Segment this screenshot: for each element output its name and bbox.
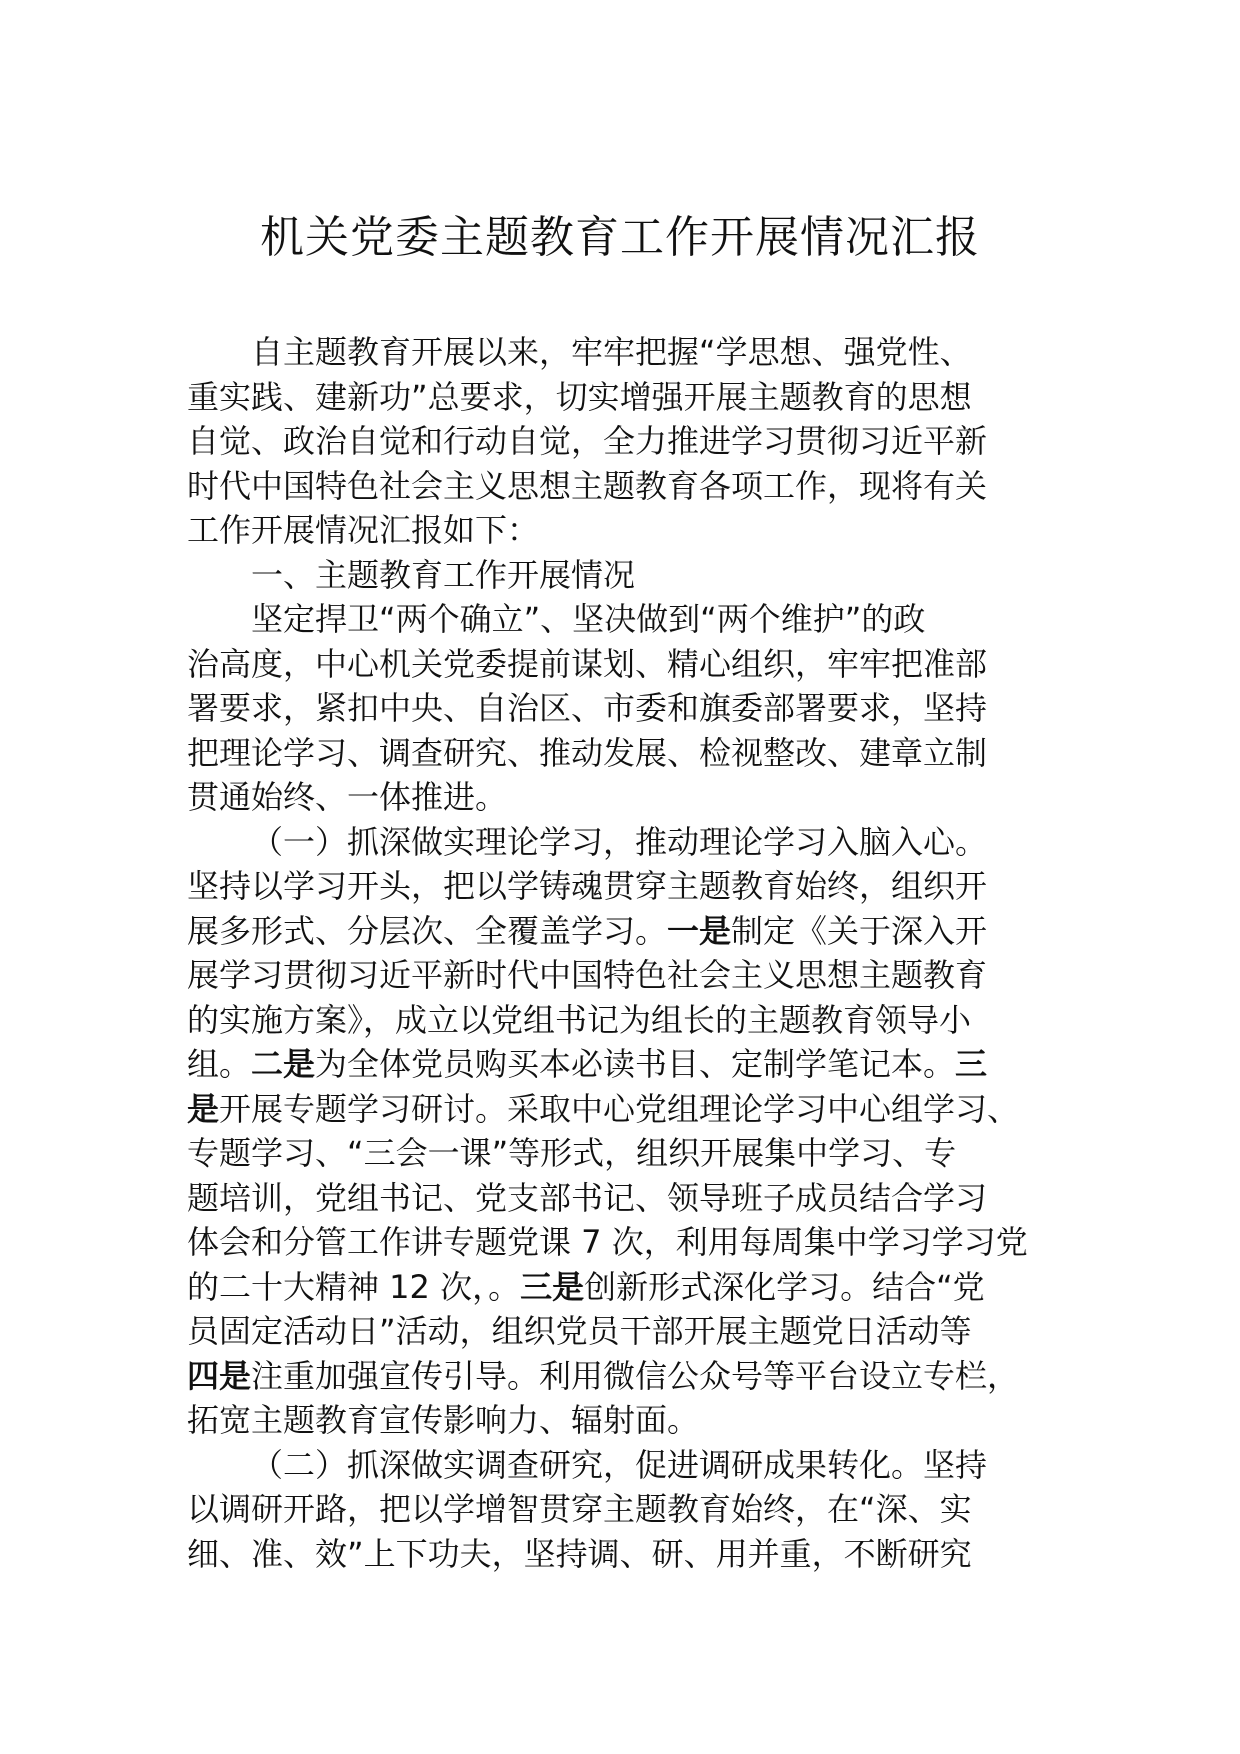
text-segment: 的二十大精神 12 次，。 xyxy=(187,1267,521,1306)
text-line xyxy=(187,375,1087,420)
text-segment: 体会和分管工作讲专题党课 7 次，利用每周集中学习学习党 xyxy=(187,1223,1028,1261)
text-segment: 拓宽主题教育宣传影响力、辐射面。 xyxy=(187,1401,700,1439)
text-line xyxy=(187,1443,1087,1488)
text-line xyxy=(187,1087,1087,1132)
text-line xyxy=(187,1532,1087,1577)
text-segment: 自觉、政治自觉和行动自觉，全力推进学习贯彻习近平新 xyxy=(187,422,988,460)
text-line xyxy=(187,1131,1087,1176)
text-line xyxy=(187,820,1087,865)
text-line xyxy=(187,1176,1087,1221)
text-line xyxy=(187,775,1087,820)
document-title: 机关党委主题教育工作开展情况汇报 xyxy=(260,212,980,263)
text-segment: （一）抓深做实理论学习，推动理论学习入脑入心。 xyxy=(251,822,988,861)
text-segment: 制定《关于深入开 xyxy=(731,911,988,950)
text-segment: 贯通始终、一体推进。 xyxy=(187,778,508,816)
text-segment: 为全体党员购买本必读书目、定制学笔记本。 xyxy=(315,1045,956,1083)
bold-text-segment: 是 xyxy=(187,1089,220,1128)
text-line xyxy=(187,909,1087,954)
bold-text-segment: 二是 xyxy=(251,1045,316,1083)
text-segment: 题培训，党组书记、党支部书记、领导班子成员结合学习 xyxy=(187,1178,988,1217)
text-segment: 以调研开路，把以学增智贯穿主题教育始终，在“深、实 xyxy=(187,1490,972,1528)
text-segment: 专题学习、“三会一课”等形式，组织开展集中学习、专 xyxy=(187,1134,957,1172)
text-line xyxy=(187,1265,1087,1310)
text-segment: 自主题教育开展以来，牢牢把握“学思想、强党性、 xyxy=(251,333,972,371)
text-line xyxy=(187,1398,1087,1443)
text-segment: 治高度，中心机关党委提前谋划、精心组织，牢牢把准部 xyxy=(187,644,988,683)
text-line xyxy=(187,731,1087,776)
text-segment: 开展专题学习研讨。采取中心党组理论学习中心组学习、 xyxy=(219,1089,1020,1128)
text-line xyxy=(187,508,1087,553)
text-line xyxy=(187,686,1087,731)
text-line xyxy=(187,1309,1087,1354)
text-line xyxy=(187,419,1087,464)
text-line xyxy=(187,1042,1087,1087)
text-segment: 工作开展情况汇报如下： xyxy=(187,511,540,549)
text-segment: 的实施方案》，成立以党组书记为组长的主题教育领导小 xyxy=(187,1000,972,1039)
text-line xyxy=(187,953,1087,998)
text-segment: 署要求，紧扣中央、自治区、市委和旗委部署要求，坚持 xyxy=(187,689,988,727)
text-segment: 坚定捍卫“两个确立”、坚决做到“两个维护”的政 xyxy=(251,600,926,638)
text-line xyxy=(187,1220,1087,1265)
text-segment: 员固定活动日”活动，组织党员干部开展主题党日活动等 xyxy=(187,1312,972,1350)
text-segment: 创新形式深化学习。结合“党 xyxy=(584,1267,985,1306)
bold-text-segment: 三是 xyxy=(520,1267,585,1306)
text-segment: 一、主题教育工作开展情况 xyxy=(251,555,636,594)
text-segment: 注重加强宣传引导。利用微信公众号等平台设立专栏， xyxy=(251,1356,1020,1395)
text-line xyxy=(187,642,1087,687)
text-line xyxy=(187,464,1087,509)
text-segment: 组。 xyxy=(187,1045,252,1083)
bold-text-segment: 一是 xyxy=(667,911,732,950)
text-line xyxy=(187,1354,1087,1399)
text-segment: 展学习贯彻习近平新时代中国特色社会主义思想主题教育 xyxy=(187,956,988,994)
document-body xyxy=(187,330,1087,1576)
bold-text-segment: 四是 xyxy=(187,1356,252,1395)
bold-text-segment: 三 xyxy=(955,1045,988,1083)
text-segment: 细、准、效”上下功夫，坚持调、研、用并重，不断研究 xyxy=(187,1534,972,1573)
text-segment: 重实践、建新功”总要求，切实增强开展主题教育的思想 xyxy=(187,377,972,416)
text-line xyxy=(187,553,1087,598)
text-line xyxy=(187,597,1087,642)
text-segment: 把理论学习、调查研究、推动发展、检视整改、建章立制 xyxy=(187,733,988,772)
text-segment: 坚持以学习开头，把以学铸魂贯穿主题教育始终，组织开 xyxy=(187,867,988,905)
text-segment: 时代中国特色社会主义思想主题教育各项工作，现将有关 xyxy=(187,466,988,505)
text-line xyxy=(187,864,1087,909)
text-line xyxy=(187,1487,1087,1532)
text-line xyxy=(187,998,1087,1043)
text-line xyxy=(187,330,1087,375)
text-segment: （二）抓深做实调查研究，促进调研成果转化。坚持 xyxy=(251,1445,988,1484)
text-segment: 展多形式、分层次、全覆盖学习。 xyxy=(187,911,668,950)
